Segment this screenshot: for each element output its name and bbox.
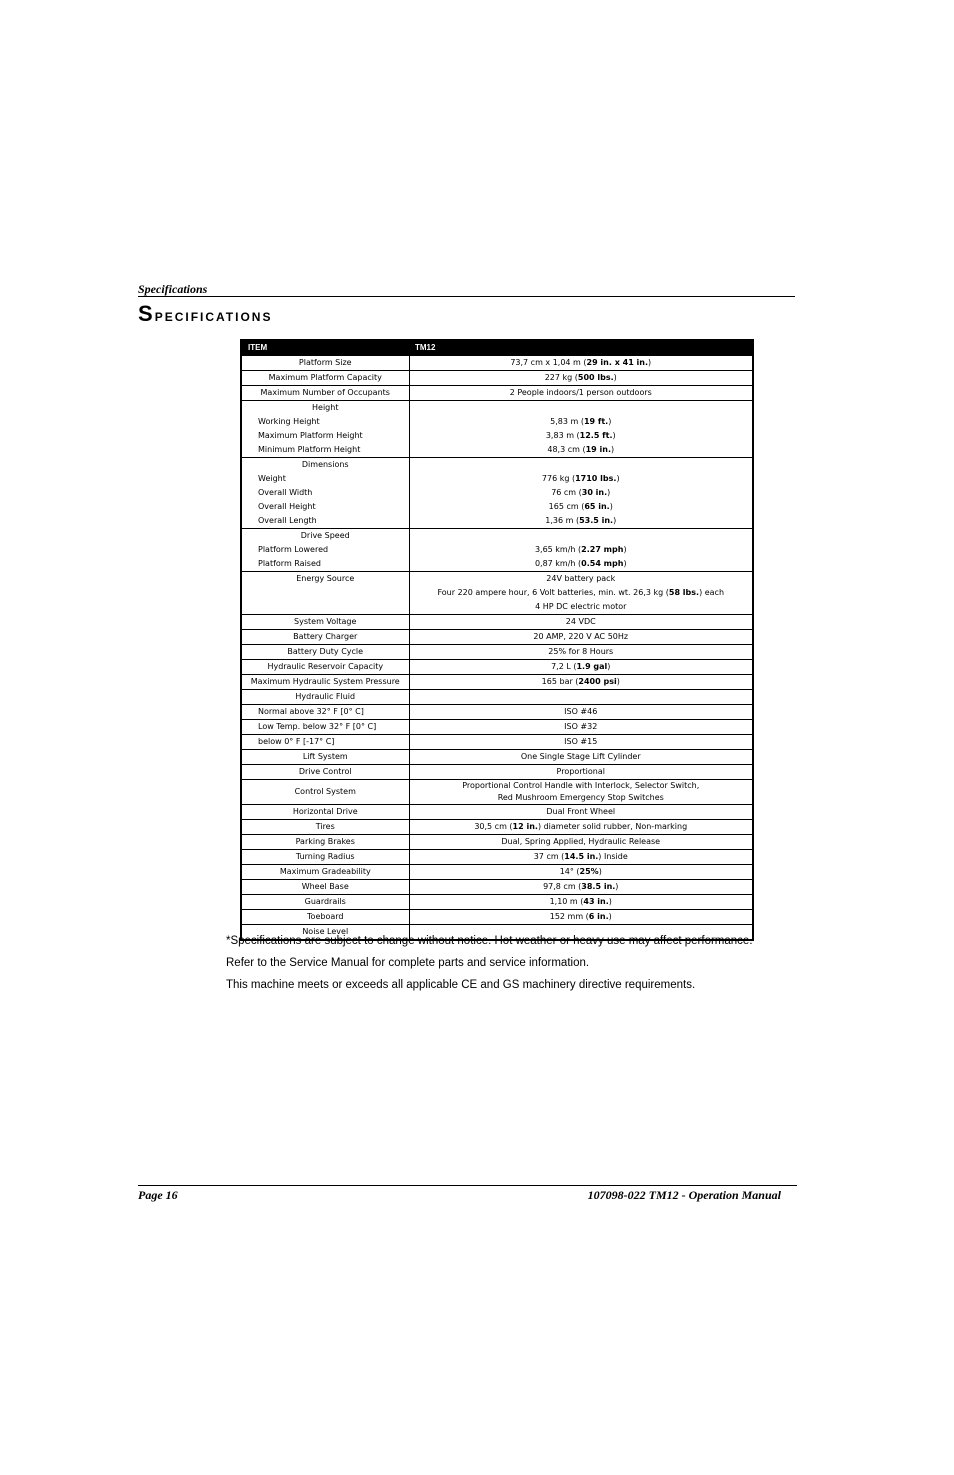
table-row	[241, 630, 753, 645]
value-imperial: 38.5 in.	[581, 882, 616, 891]
value-imperial: 43 in.	[583, 897, 609, 906]
value-text: Proportional Control Handle with Interlock, Selector Switch,	[462, 781, 700, 790]
value-line	[412, 615, 751, 629]
value-imperial: 1710 lbs.	[575, 474, 617, 483]
spec-value-cell	[409, 765, 753, 780]
value-text: 1,10 m (	[549, 897, 584, 906]
value-text: One Single Stage Lift Cylinder	[520, 752, 641, 761]
spec-group-label: Height	[312, 403, 339, 412]
spec-value-cell	[409, 850, 753, 865]
footer-rule	[138, 1185, 797, 1186]
spec-sub-label: Overall Height	[258, 502, 316, 511]
table-row	[241, 780, 753, 805]
value-text: )	[608, 417, 612, 426]
spec-item-cell: Parking Brakes	[241, 835, 409, 850]
value-text: )	[623, 545, 627, 554]
value-text: )	[607, 488, 611, 497]
table-row	[241, 910, 753, 925]
spec-item-cell: Platform Size	[241, 356, 409, 371]
value-text: )	[608, 897, 612, 906]
spec-item-cell: Battery Duty Cycle	[241, 645, 409, 660]
spec-item-cell: Horizontal Drive	[241, 805, 409, 820]
value-line	[412, 557, 751, 571]
spec-item-cell: Guardrails	[241, 895, 409, 910]
value-line	[412, 386, 751, 400]
table-row	[241, 850, 753, 865]
value-line	[412, 750, 751, 764]
value-text: 4 HP DC electric motor	[535, 602, 627, 611]
value-line	[412, 572, 751, 586]
value-text: 30,5 cm (	[474, 822, 513, 831]
value-text: 1,36 m (	[545, 516, 580, 525]
value-text: )	[611, 445, 615, 454]
footer-document-title: 107098-022 TM12 - Operation Manual	[587, 1188, 781, 1202]
table-row	[241, 805, 753, 820]
value-line	[412, 675, 751, 689]
value-text: 3,65 km/h (	[534, 545, 582, 554]
value-imperial: 53.5 in.	[579, 516, 614, 525]
value-text: ) diameter solid rubber, Non-marking	[537, 822, 688, 831]
spec-sub-label: Minimum Platform Height	[258, 445, 361, 454]
spec-item-cell	[241, 780, 409, 805]
table-row	[241, 765, 753, 780]
value-line	[412, 415, 751, 429]
value-line	[412, 486, 751, 500]
spec-item-cell: Drive Control	[241, 765, 409, 780]
value-text: 97,8 cm (	[543, 882, 582, 891]
specifications-table	[240, 339, 754, 941]
spec-value-cell	[409, 401, 753, 458]
value-line	[412, 835, 751, 849]
spec-value-cell	[409, 910, 753, 925]
spec-value-cell	[409, 705, 753, 720]
value-line	[412, 765, 751, 779]
spec-item-cell: Maximum Number of Occupants	[241, 386, 409, 401]
spec-item-cell: Maximum Hydraulic System Pressure	[241, 675, 409, 690]
value-line	[412, 850, 751, 864]
value-line	[412, 586, 751, 600]
value-text: ISO #15	[564, 737, 598, 746]
value-text: 48,3 cm (	[547, 445, 586, 454]
page-title	[138, 301, 272, 327]
value-text: )	[623, 559, 627, 568]
table-row	[241, 820, 753, 835]
spec-value-cell	[409, 645, 753, 660]
spacer	[412, 458, 751, 472]
value-text: Red Mushroom Emergency Stop Switches	[497, 793, 664, 802]
value-text: 25% for 8 Hours	[548, 647, 614, 656]
spacer	[412, 529, 751, 543]
spec-value-cell	[409, 386, 753, 401]
footer-page-number: Page 16	[138, 1188, 178, 1202]
value-text: 776 kg (	[541, 474, 576, 483]
spec-item-cell: Battery Charger	[241, 630, 409, 645]
spec-value-cell	[409, 750, 753, 765]
value-line	[412, 895, 751, 909]
value-text: Proportional	[556, 767, 605, 776]
value-imperial: 12.5 ft.	[579, 431, 613, 440]
spec-item-cell: Hydraulic Fluid	[241, 690, 409, 705]
value-imperial: 500 lbs.	[577, 373, 614, 382]
table-row	[241, 371, 753, 386]
value-text: )	[616, 474, 620, 483]
value-text: Four 220 ampere hour, 6 Volt batteries, min. wt. 26,3 kg (	[437, 588, 669, 597]
value-imperial: 2.27 mph	[581, 545, 624, 554]
spec-value-cell	[409, 371, 753, 386]
spec-value-cell	[409, 880, 753, 895]
spec-item-cell	[241, 458, 409, 529]
value-text: 165 cm (	[548, 502, 585, 511]
value-text: ISO #32	[564, 722, 598, 731]
value-line	[412, 865, 751, 879]
spec-value-cell	[409, 720, 753, 735]
value-imperial: 19 ft.	[583, 417, 609, 426]
spec-item-cell: Low Temp. below 32° F [0° C]	[241, 720, 409, 735]
value-line	[412, 600, 751, 614]
value-imperial: 65 in.	[584, 502, 610, 511]
value-imperial: 0.54 mph	[581, 559, 624, 568]
table-row	[241, 865, 753, 880]
table-row	[241, 835, 753, 850]
value-line	[412, 443, 751, 457]
value-text: 2 People indoors/1 person outdoors	[509, 388, 652, 397]
spec-item-label: Energy Source	[296, 574, 355, 583]
value-text: )	[598, 867, 602, 876]
spec-item-cell: Noise Level	[241, 925, 409, 941]
spec-item-cell: System Voltage	[241, 615, 409, 630]
value-line	[412, 792, 751, 804]
value-text: )	[612, 431, 616, 440]
value-text: 14° (	[559, 867, 580, 876]
spec-sub-label: Weight	[258, 474, 286, 483]
value-line	[412, 645, 751, 659]
spec-sub-label: Platform Lowered	[258, 545, 329, 554]
value-text: )	[608, 912, 612, 921]
spec-value-cell	[409, 895, 753, 910]
value-imperial: 1.9 gal	[576, 662, 608, 671]
table-header-row	[241, 340, 753, 356]
value-text: 20 AMP, 220 V AC 50Hz	[533, 632, 629, 641]
value-line	[412, 705, 751, 719]
value-text: ISO #46	[564, 707, 598, 716]
spec-group-label: Drive Speed	[300, 531, 350, 540]
page-title-initial: S	[138, 301, 155, 326]
spec-value-cell	[409, 660, 753, 675]
value-text: )	[609, 502, 613, 511]
value-line	[412, 735, 751, 749]
spec-value-cell	[409, 820, 753, 835]
value-line	[412, 660, 751, 674]
value-line	[412, 472, 751, 486]
table-row	[241, 720, 753, 735]
spec-value-cell	[409, 529, 753, 572]
value-imperial: 29 in. x 41 in.	[586, 358, 649, 367]
table-row	[241, 675, 753, 690]
spec-sub-label: Overall Length	[258, 516, 317, 525]
spec-value-cell	[409, 572, 753, 615]
value-text: )	[607, 662, 611, 671]
spec-sub-label: Platform Raised	[258, 559, 321, 568]
value-line	[412, 880, 751, 894]
spec-item-cell: Turning Radius	[241, 850, 409, 865]
value-text: Dual, Spring Applied, Hydraulic Release	[501, 837, 661, 846]
value-text: )	[616, 677, 620, 686]
spec-value-cell	[409, 690, 753, 705]
spec-value-cell	[409, 458, 753, 529]
value-line	[412, 780, 751, 792]
table-body	[241, 356, 753, 941]
value-imperial: 6 in.	[588, 912, 609, 921]
value-line	[412, 514, 751, 528]
spec-item-cell: below 0° F [-17° C]	[241, 735, 409, 750]
spec-item-cell: Hydraulic Reservoir Capacity	[241, 660, 409, 675]
value-line	[412, 805, 751, 819]
value-text: )	[615, 882, 619, 891]
value-text: 3,83 m (	[545, 431, 580, 440]
spec-value-cell	[409, 805, 753, 820]
spacer	[412, 401, 751, 415]
value-text: Dual Front Wheel	[546, 807, 616, 816]
value-imperial: 30 in.	[581, 488, 608, 497]
value-imperial: 19 in.	[585, 445, 611, 454]
spec-sub-label: Maximum Platform Height	[258, 431, 363, 440]
header-rule	[138, 296, 795, 297]
value-line	[412, 500, 751, 514]
value-imperial: 12 in.	[512, 822, 538, 831]
value-line	[412, 910, 751, 924]
value-text: 24 VDC	[565, 617, 596, 626]
table-row	[241, 660, 753, 675]
table-row	[241, 572, 753, 615]
table-row	[241, 735, 753, 750]
value-line	[412, 630, 751, 644]
value-text: 0,87 km/h (	[534, 559, 582, 568]
table-row	[241, 356, 753, 371]
spec-item-cell	[241, 401, 409, 458]
value-text: 73,7 cm x 1,04 m (	[510, 358, 587, 367]
spec-value-cell	[409, 865, 753, 880]
spec-value-cell	[409, 630, 753, 645]
spec-item-cell	[241, 572, 409, 615]
value-text: )	[648, 358, 652, 367]
spec-sub-label: Working Height	[258, 417, 320, 426]
spec-item-cell: Lift System	[241, 750, 409, 765]
value-text: 165 bar (	[541, 677, 579, 686]
spec-group-label: Dimensions	[301, 460, 349, 469]
spec-item-cell: Tires	[241, 820, 409, 835]
note-ce-gs-compliance: This machine meets or exceeds all applicable CE and GS machinery directive requirements.	[226, 979, 696, 991]
table-row	[241, 401, 753, 458]
spec-sub-label: Overall Width	[258, 488, 313, 497]
spec-item-cell: Wheel Base	[241, 880, 409, 895]
value-text: 227 kg (	[544, 373, 578, 382]
value-text: 5,83 m (	[550, 417, 584, 426]
value-imperial: 14.5 in.	[564, 852, 599, 861]
spec-value-cell	[409, 835, 753, 850]
value-text: 37 cm (	[533, 852, 565, 861]
column-header-item: ITEM	[241, 340, 409, 356]
column-header-model: TM12	[409, 340, 753, 356]
table-row	[241, 750, 753, 765]
value-imperial: 58 lbs.	[668, 588, 700, 597]
value-text: ) Inside	[598, 852, 628, 861]
note-service-manual: Refer to the Service Manual for complete parts and service information.	[226, 957, 590, 969]
value-imperial: 25%	[579, 867, 599, 876]
running-header: Specifications	[138, 282, 208, 296]
value-text: )	[613, 516, 617, 525]
value-line	[412, 371, 751, 385]
value-imperial: 2400 psi	[578, 677, 617, 686]
value-line	[412, 356, 751, 370]
table-row	[241, 645, 753, 660]
spec-value-cell	[409, 780, 753, 805]
spec-item-cell	[241, 529, 409, 572]
spec-value-cell	[409, 615, 753, 630]
value-text: 7,2 L (	[551, 662, 577, 671]
value-line	[412, 820, 751, 834]
value-line	[412, 543, 751, 557]
spec-item-cell: Toeboard	[241, 910, 409, 925]
table-row	[241, 705, 753, 720]
spec-item-label: Control System	[294, 787, 356, 796]
value-text: 76 cm (	[551, 488, 582, 497]
note-specifications-change: *Specifications are subject to change without notice. Hot weather or heavy use may affect performance.	[226, 935, 753, 947]
value-text: )	[613, 373, 617, 382]
table-row	[241, 529, 753, 572]
value-text: 152 mm (	[549, 912, 589, 921]
table-row	[241, 615, 753, 630]
spec-item-cell: Maximum Gradeability	[241, 865, 409, 880]
value-line	[412, 429, 751, 443]
table-row	[241, 690, 753, 705]
table-row	[241, 895, 753, 910]
table-row	[241, 880, 753, 895]
value-text: ) each	[699, 588, 725, 597]
spec-item-cell: Maximum Platform Capacity	[241, 371, 409, 386]
spec-value-cell	[409, 735, 753, 750]
page-title-rest: pecifications	[154, 306, 273, 325]
spec-item-cell: Normal above 32° F [0° C]	[241, 705, 409, 720]
table-row	[241, 458, 753, 529]
value-text: 24V battery pack	[546, 574, 616, 583]
spec-value-cell	[409, 356, 753, 371]
spec-value-cell	[409, 675, 753, 690]
table-row	[241, 386, 753, 401]
value-line	[412, 720, 751, 734]
